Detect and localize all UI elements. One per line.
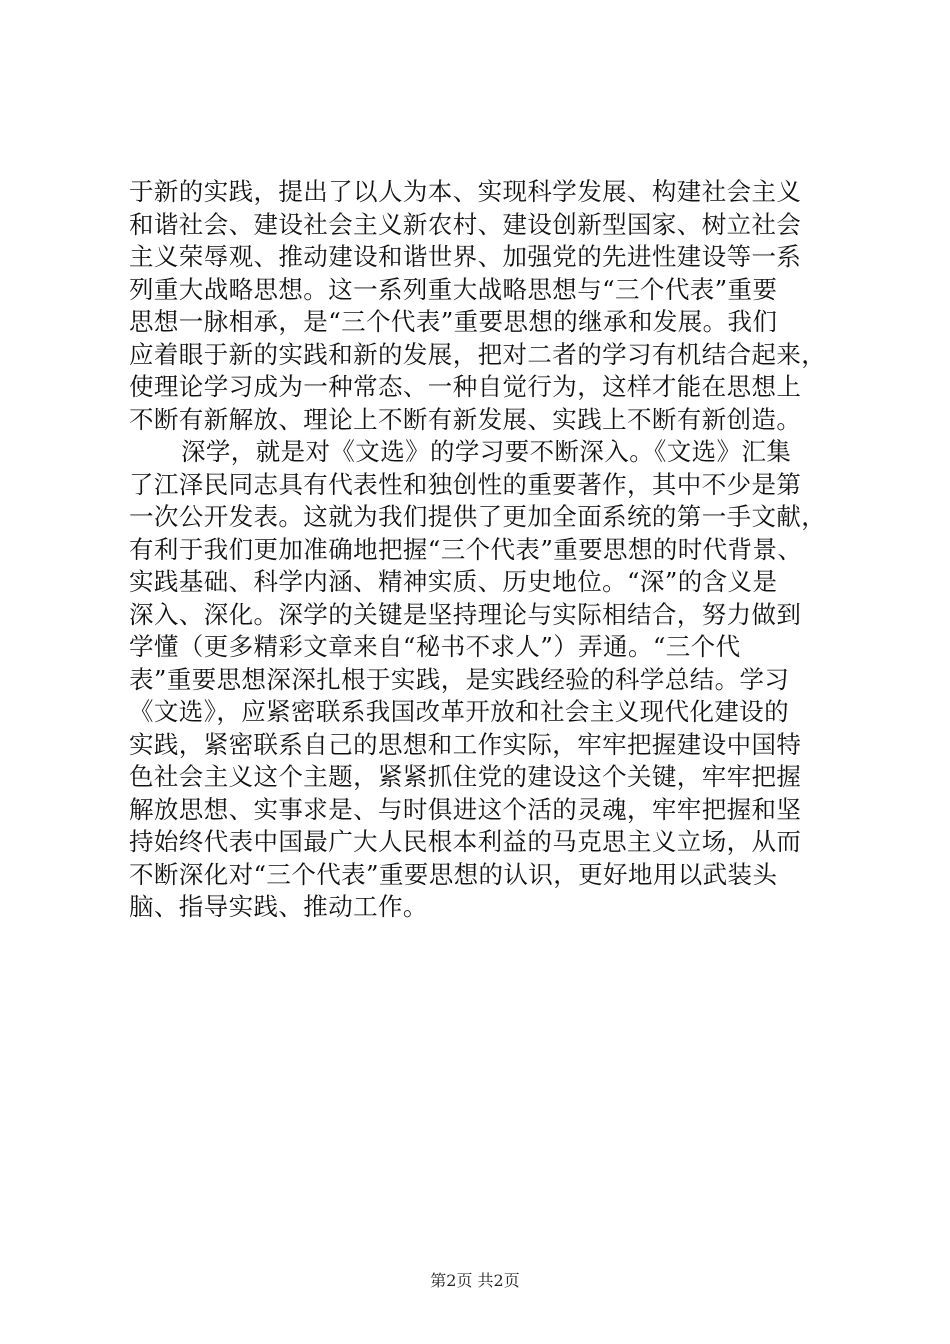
paragraph-line: 《文选》，应紧密联系我国改革开放和社会主义现代化建设的 <box>129 697 790 726</box>
paragraph-line: 色社会主义这个主题，紧紧抓住党的建设这个关键，牢牢把握 <box>129 762 802 791</box>
paragraph-line: 应着眼于新的实践和新的发展，把对二者的学习有机结合起来， <box>129 339 827 369</box>
body-text <box>129 176 835 924</box>
page-footer <box>0 1271 950 1291</box>
paragraph-line: 学懂（更多精彩文章来自“秘书不求人”）弄通。“三个代 <box>129 632 741 661</box>
paragraph-line: 脑、指导实践、推动工作。 <box>129 892 428 921</box>
paragraph-line: 持始终代表中国最广大人民根本利益的马克思主义立场，从而 <box>129 827 802 856</box>
paragraph-line: 使理论学习成为一种常态、一种自觉行为，这样才能在思想上 <box>129 372 802 401</box>
paragraph-line: 于新的实践，提出了以人为本、实现科学发展、构建社会主义 <box>129 177 802 206</box>
paragraph-line: 解放思想、实事求是、与时俱进这个活的灵魂，牢牢把握和坚 <box>129 794 802 824</box>
paragraph-line: 不断有新解放、理论上不断有新发展、实践上不断有新创造。 <box>129 404 802 434</box>
paragraph-line: 深学，就是对《文选》的学习要不断深入。《文选》汇集 <box>181 437 792 466</box>
paragraph-line: 实践基础、科学内涵、精神实质、历史地位。“深”的含义是 <box>129 567 778 596</box>
paragraph-line: 深入、深化。深学的关键是坚持理论与实际相结合，努力做到 <box>129 599 802 629</box>
paragraph-line: 有利于我们更加准确地把握“三个代表”重要思想的时代背景、 <box>129 534 803 564</box>
paragraph-line: 了江泽民同志具有代表性和独创性的重要著作，其中不少是第 <box>129 469 802 499</box>
paragraph-line: 列重大战略思想。这一系列重大战略思想与“三个代表”重要 <box>129 274 778 304</box>
paragraph-line: 表”重要思想深深扎根于实践，是实践经验的科学总结。学习 <box>129 664 790 694</box>
paragraph-line: 一次公开发表。这就为我们提供了更加全面系统的第一手文献， <box>129 502 827 531</box>
paragraph-line: 主义荣辱观、推动建设和谐世界、加强党的先进性建设等一系 <box>129 242 802 271</box>
paragraph-line: 和谐社会、建设社会主义新农村、建设创新型国家、树立社会 <box>129 209 802 239</box>
paragraph-line: 实践，紧密联系自己的思想和工作实际，牢牢把握建设中国特 <box>129 729 802 759</box>
paragraph-line: 思想一脉相承，是“三个代表”重要思想的继承和发展。我们 <box>129 307 778 336</box>
page-number: 第2页 共2页 <box>430 1271 520 1290</box>
paragraph-line: 不断深化对“三个代表”重要思想的认识，更好地用以武装头 <box>129 859 778 889</box>
